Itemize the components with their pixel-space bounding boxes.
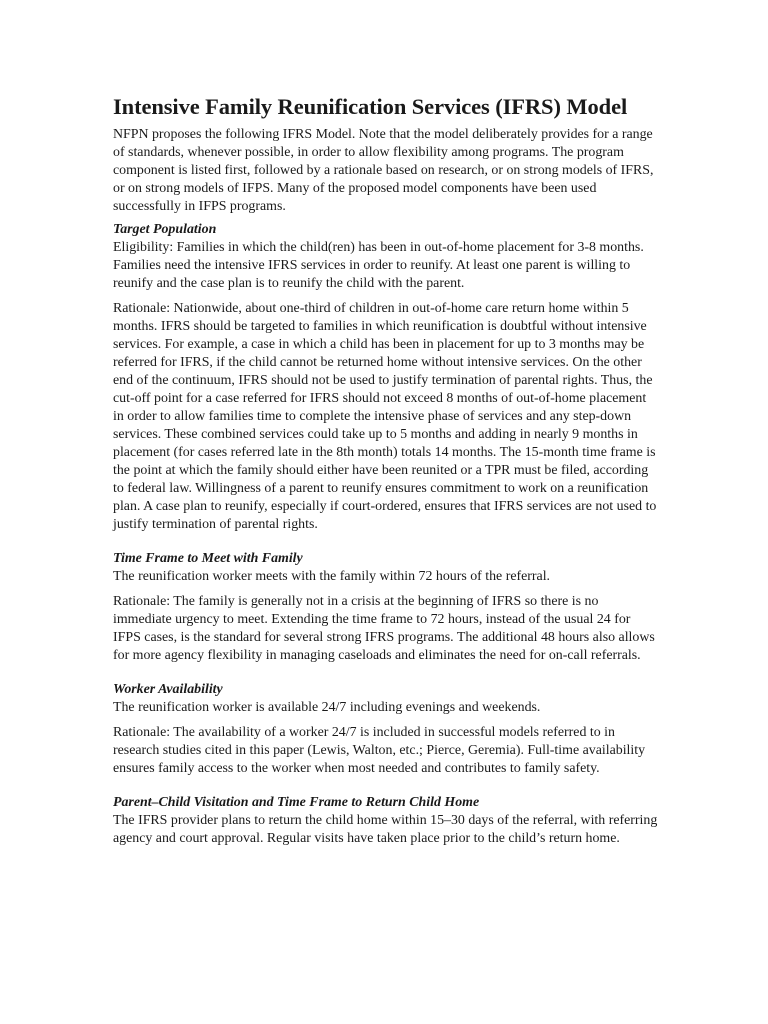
section-paragraph: Rationale: Nationwide, about one-third of children in out-of-home care return home within 5 months. IFRS should be targeted to families in which reunification is doubtful without intensive services. For example, a case in which a child has been in placement for up to 3 months may be referred for IFRS, if the child cannot be returned home without intensive services. On the other end of the continuum, IFRS should not be used to justify termination of parental rights. Thus, the cut-off point for a case referred for IFRS should not exceed 8 months of out-of-home placement in order to allow families time to complete the intensive phase of services and any step-down services. These combined services could take up to 5 months and adding in nearly 9 months in placement (for cases referred late in the 8th month) totals 14 months. The 15-month time frame is the point at which the family should either have been reunited or a TPR must be filed, according to federal law. Willingness of a parent to reunify ensures commitment to work on a reunification plan. A case plan to reunify, especially if court-ordered, ensures that IFRS services are not used to justify termination of parental rights. bbox=[113, 301, 657, 532]
section-paragraph: The IFRS provider plans to return the child home within 15–30 days of the referral, with referring agency and court approval. Regular visits have taken place prior to the child’s return home. bbox=[113, 813, 658, 846]
document-page bbox=[113, 92, 658, 855]
section-visitation bbox=[113, 794, 658, 848]
section-paragraph: The reunification worker is available 24/7 including evenings and weekends. bbox=[113, 700, 541, 715]
section-worker-availability bbox=[113, 681, 658, 778]
section-target-population bbox=[113, 221, 658, 534]
document-title: Intensive Family Reunification Services (IFRS) Model bbox=[113, 94, 628, 119]
section-paragraph: Rationale: The availability of a worker 24/7 is included in successful models referred to in research studies cited in this paper (Lewis, Walton, etc.; Pierce, Geremia). Full-time availability ensures family access to the worker when most needed and contributes to family safety. bbox=[113, 725, 646, 776]
section-heading: Time Frame to Meet with Family bbox=[113, 551, 303, 566]
section-paragraph: Eligibility: Families in which the child(ren) has been in out-of-home placement for 3-8 months. Families need the intensive IFRS services in order to reunify. At least one parent is willing to reunify and the case plan is to reunify the child with the parent. bbox=[113, 240, 644, 291]
intro-paragraph: NFPN proposes the following IFRS Model. Note that the model deliberately provides for a range of standards, whenever possible, in order to allow flexibility among programs. The program component is listed first, followed by a rationale based on research, or on strong models of IFRS, or on strong models of IFPS. Many of the proposed model components have been used successfully in IFPS programs. bbox=[113, 127, 654, 214]
section-heading: Parent–Child Visitation and Time Frame to Return Child Home bbox=[113, 795, 480, 810]
section-paragraph: Rationale: The family is generally not in a crisis at the beginning of IFRS so there is no immediate urgency to meet. Extending the time frame to 72 hours, instead of the usual 24 for IFPS cases, is the standard for several strong IFRS programs. The additional 48 hours also allows for more agency flexibility in managing caseloads and eliminates the need for on-call referrals. bbox=[113, 594, 655, 663]
section-heading: Worker Availability bbox=[113, 682, 223, 697]
section-heading: Target Population bbox=[113, 222, 217, 237]
section-paragraph: The reunification worker meets with the family within 72 hours of the referral. bbox=[113, 569, 551, 584]
section-time-frame bbox=[113, 550, 658, 665]
